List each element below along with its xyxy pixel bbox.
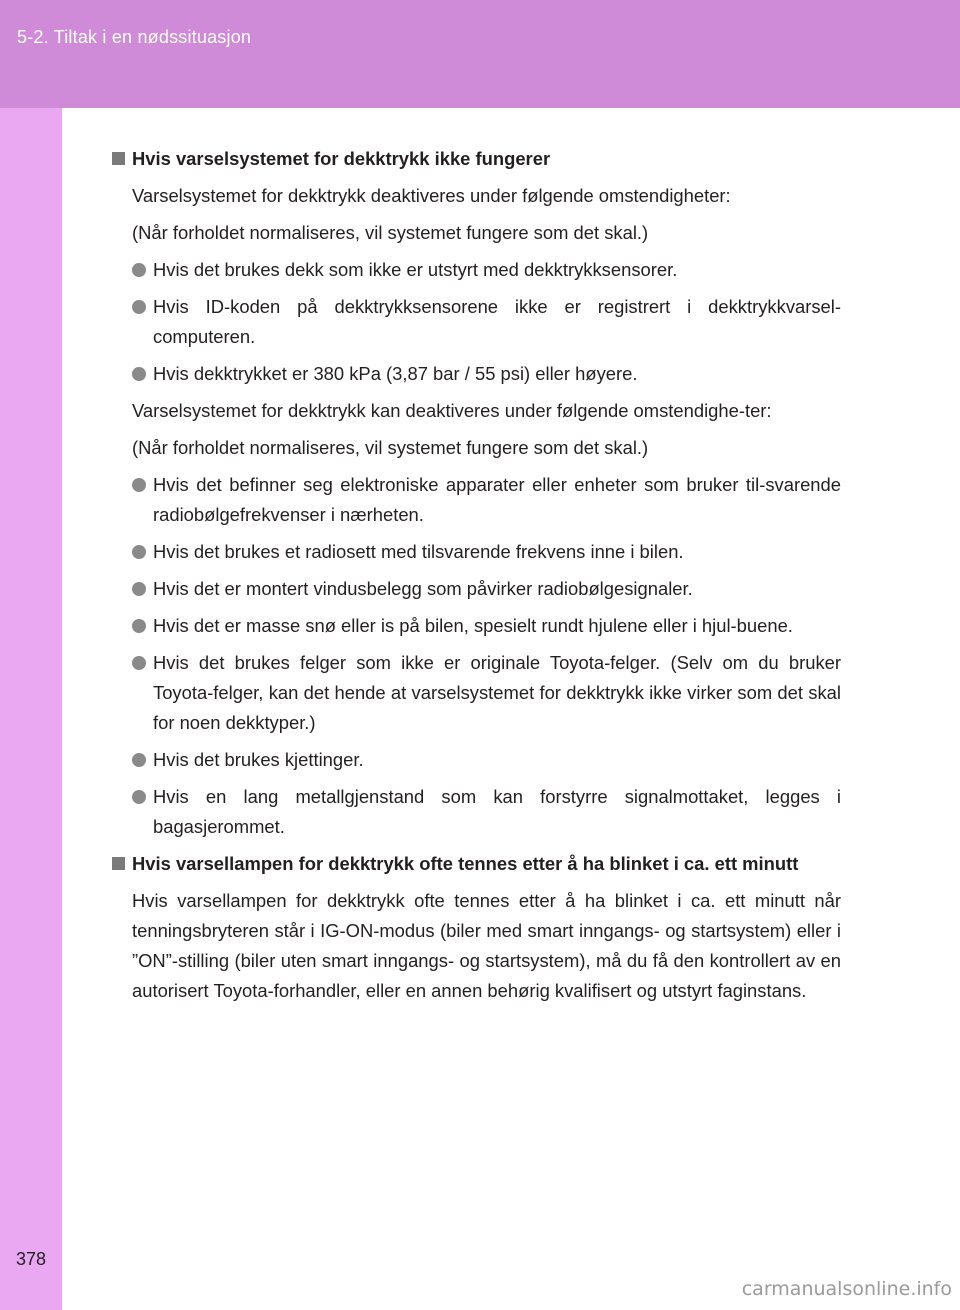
- circle-bullet-icon: [132, 790, 146, 804]
- list-item: [112, 470, 841, 530]
- paragraph-note: (Når forholdet normaliseres, vil systemet fungere som det skal.): [132, 222, 649, 243]
- list-item-text: Hvis det befinner seg elektroniske apparater eller enheter som bruker til-svarende radiobølgefrekvenser i nærheten.: [153, 474, 841, 525]
- list-item-text: Hvis det brukes kjettinger.: [153, 749, 364, 770]
- list-item-text: Hvis dekktrykket er 380 kPa (3,87 bar / 55 psi) eller høyere.: [153, 363, 638, 384]
- paragraph: Varselsystemet for dekktrykk deaktiveres under følgende omstendigheter:: [132, 185, 731, 206]
- list-item-text: Hvis det er montert vindusbelegg som påvirker radiobølgesignaler.: [153, 578, 693, 599]
- list-item: [112, 255, 841, 285]
- circle-bullet-icon: [132, 656, 146, 670]
- circle-bullet-icon: [132, 478, 146, 492]
- page-content: [112, 144, 841, 1013]
- circle-bullet-icon: [132, 545, 146, 559]
- circle-bullet-icon: [132, 582, 146, 596]
- list-item: [112, 782, 841, 842]
- list-item: [112, 292, 841, 352]
- heading-text: Hvis varsellampen for dekktrykk ofte tennes etter å ha blinket i ca. ett minutt: [132, 853, 799, 874]
- list-item: [112, 648, 841, 738]
- circle-bullet-icon: [132, 300, 146, 314]
- page-number: 378: [16, 1249, 47, 1269]
- section-title: 5-2. Tiltak i en nødssituasjon: [17, 27, 252, 47]
- circle-bullet-icon: [132, 753, 146, 767]
- circle-bullet-icon: [132, 619, 146, 633]
- list-item-text: Hvis det er masse snø eller is på bilen, spesielt rundt hjulene eller i hjul-buene.: [153, 615, 793, 636]
- section-heading-sensor-failure: [112, 144, 841, 174]
- header-band: [0, 0, 960, 108]
- list-item-text: Hvis det brukes dekk som ikke er utstyrt med dekktrykksensorer.: [153, 259, 678, 280]
- list-item: [112, 745, 841, 775]
- paragraph: Varselsystemet for dekktrykk kan deaktiveres under følgende omstendighe-ter:: [132, 400, 772, 421]
- list-item: [112, 611, 841, 641]
- list-item: [112, 359, 841, 389]
- heading-text: Hvis varselsystemet for dekktrykk ikke fungerer: [132, 148, 551, 169]
- list-item-text: Hvis en lang metallgjenstand som kan forstyrre signalmottaket, legges i bagasjerommet.: [153, 786, 841, 837]
- list-item-text: Hvis det brukes et radiosett med tilsvarende frekvens inne i bilen.: [153, 541, 684, 562]
- list-item: [112, 537, 841, 567]
- side-band: [0, 108, 62, 1310]
- list-item: [112, 574, 841, 604]
- list-item-text: Hvis ID-koden på dekktrykksensorene ikke er registrert i dekktrykkvarsel-computeren.: [153, 296, 841, 347]
- list-item-text: Hvis det brukes felger som ikke er originale Toyota-felger. (Selv om du bruker Toyota-felger, kan det hende at varselsystemet for dekktrykk ikke virker som det skal for noen dekktyper.): [153, 652, 841, 733]
- watermark: carmanualsonline.info: [741, 1278, 952, 1300]
- section-heading-warning-light: [112, 849, 841, 879]
- paragraph: Hvis varsellampen for dekktrykk ofte tennes etter å ha blinket i ca. ett minutt når tenningsbryteren står i IG-ON-modus (biler med smart inngangs- og startsystem) eller i ”ON”-stilling (biler uten smart inngangs- og startsystem), må du få den kontrollert av en autorisert Toyota-forhandler, eller en annen behørig kvalifisert og utstyrt faginstans.: [132, 890, 841, 1001]
- circle-bullet-icon: [132, 367, 146, 381]
- circle-bullet-icon: [132, 263, 146, 277]
- paragraph-note: (Når forholdet normaliseres, vil systemet fungere som det skal.): [132, 437, 649, 458]
- square-bullet-icon: [112, 857, 125, 870]
- square-bullet-icon: [112, 152, 125, 165]
